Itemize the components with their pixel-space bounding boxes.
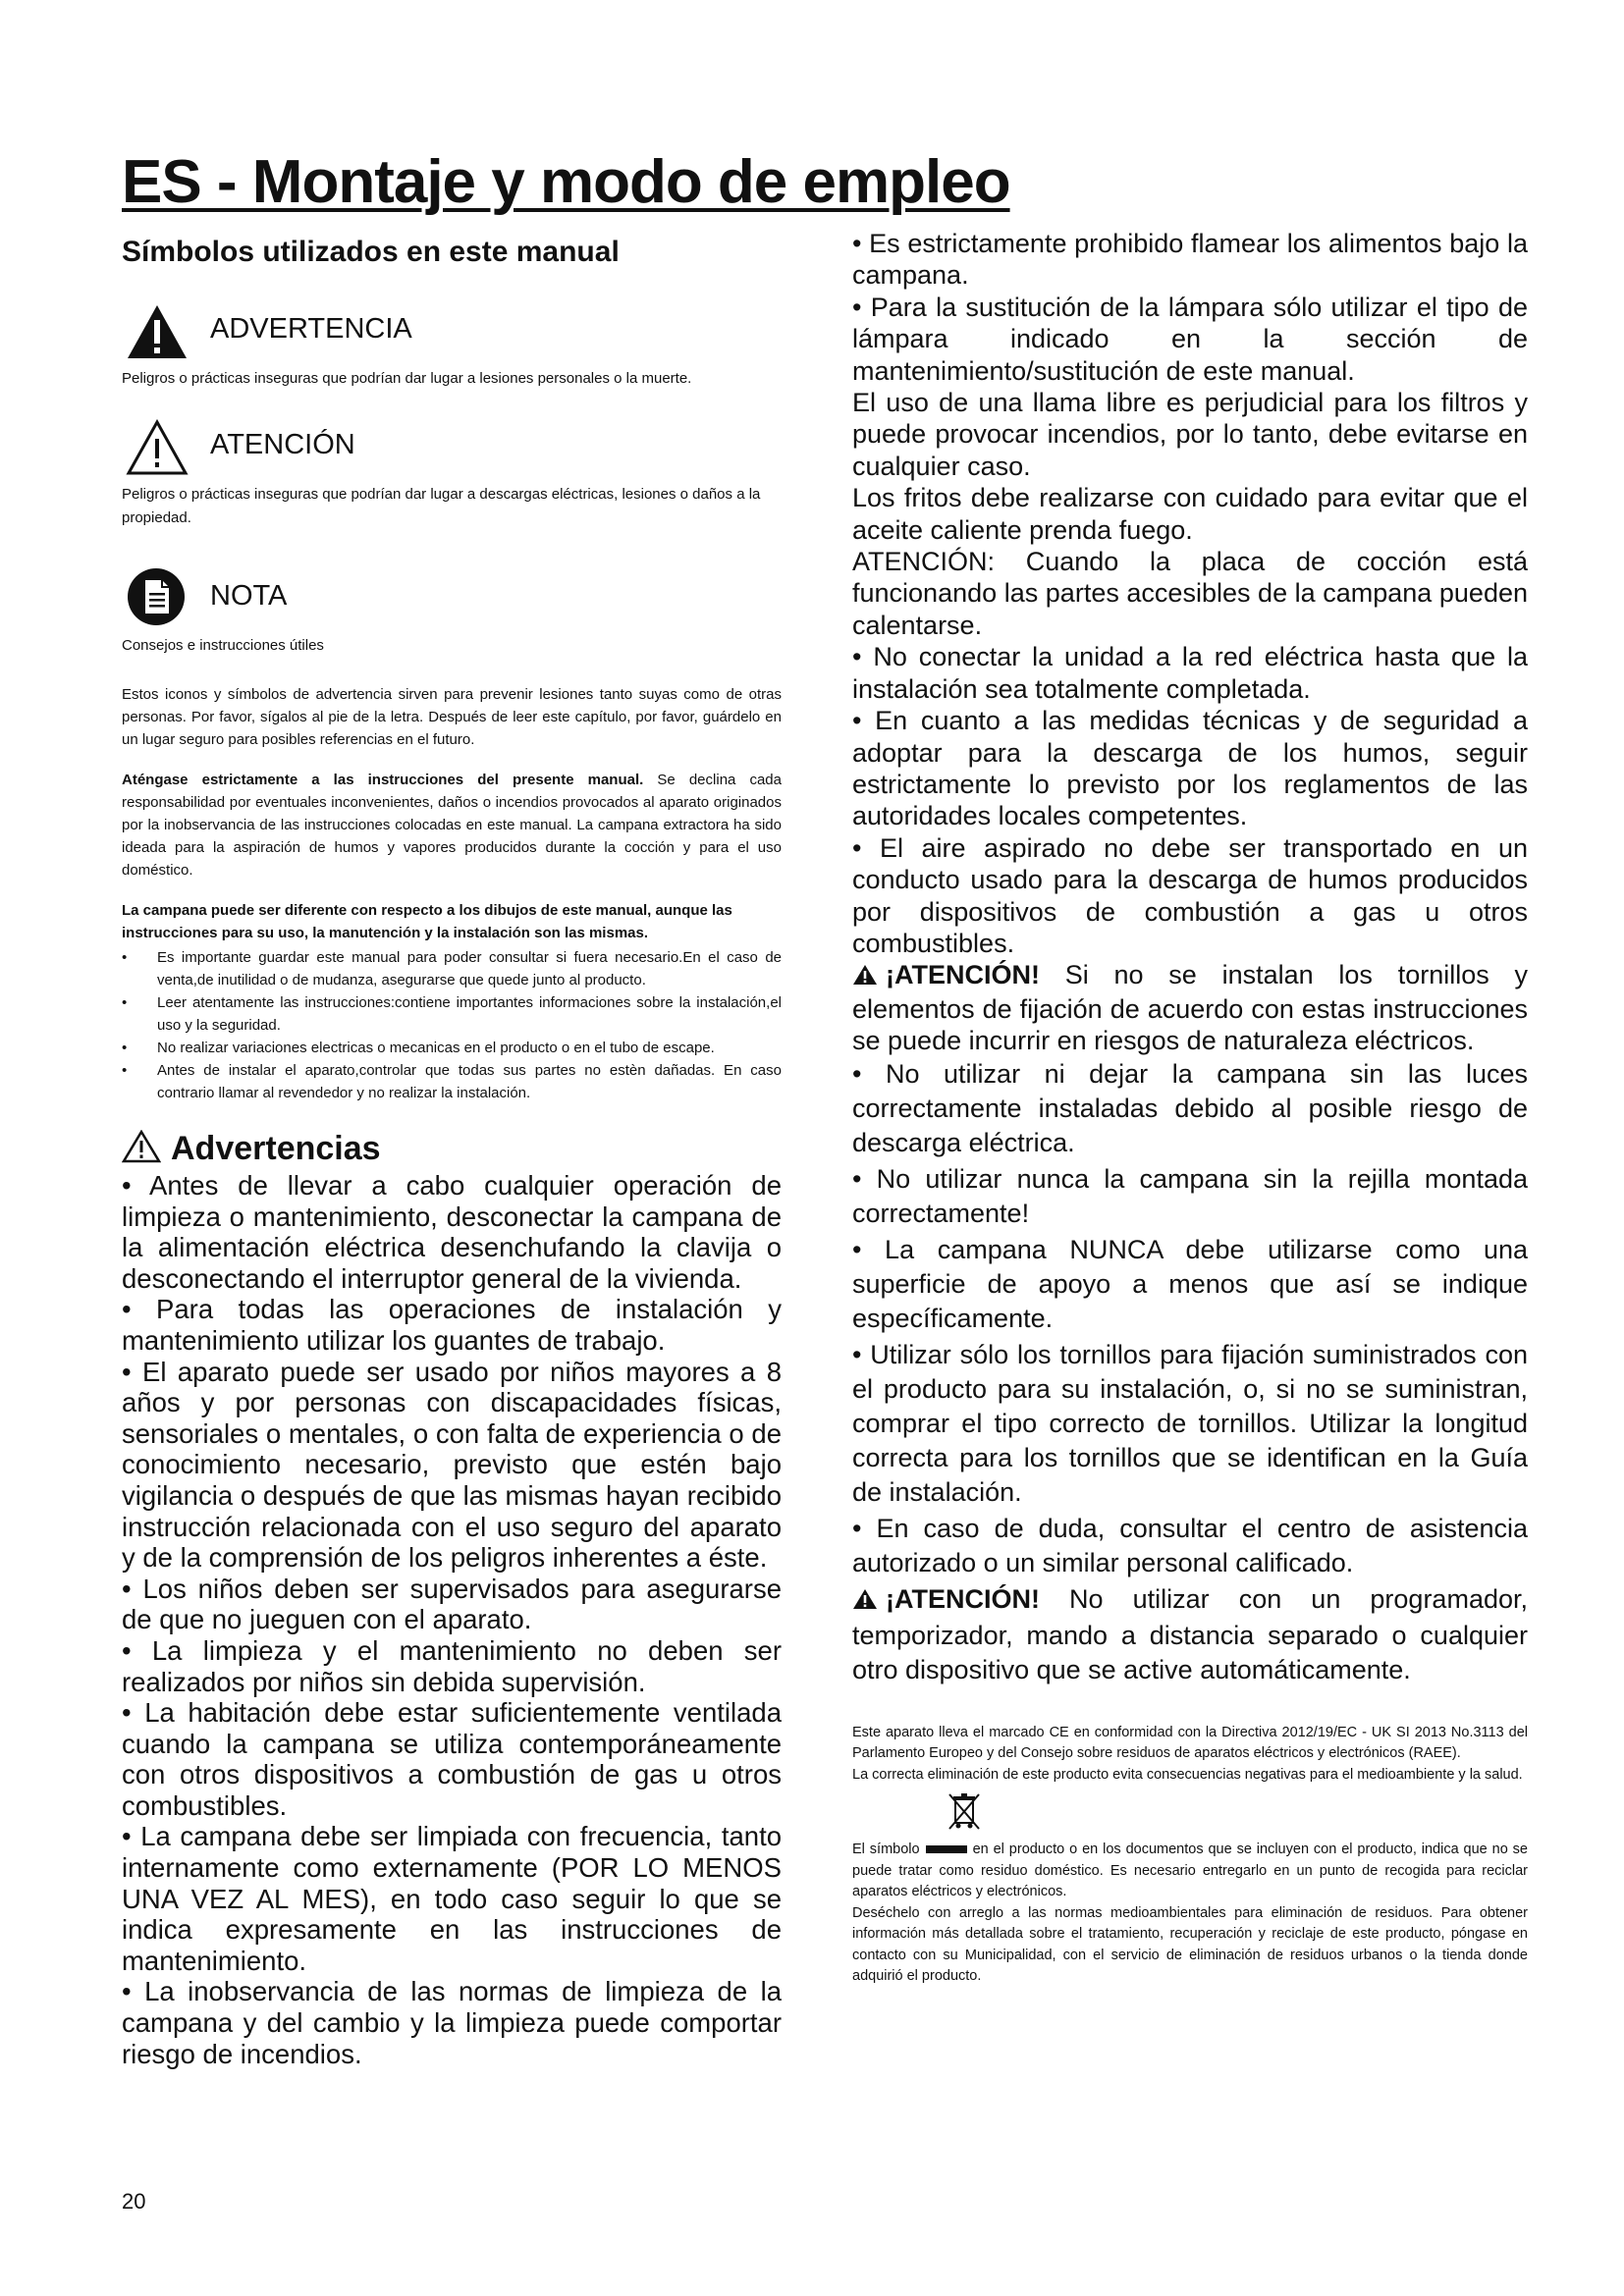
atencion-text: Si no se instalan los tornillos y elementos de fijación de acuerdo con estas instrucciones se puede incurrir en riesgos de naturaleza eléctricos. (852, 960, 1528, 1056)
symbols-heading: Símbolos utilizados en este manual (122, 236, 620, 268)
page-title: ES - Montaje y modo de empleo (122, 148, 1010, 216)
list-item: • Es importante guardar este manual para poder consultar si fuera necesario.En el caso de venta,de inutilidad o de mudanza, asegurarse que quede junto al producto. (122, 946, 782, 991)
atengase-paragraph (122, 769, 782, 881)
paragraph: • La campana NUNCA debe utilizarse como una superficie de apoyo a menos que así se indique específicamente. (852, 1234, 1528, 1333)
note-icon (126, 564, 194, 627)
warning-filled-icon (852, 961, 878, 992)
nota-desc: Consejos e instrucciones útiles (122, 637, 324, 654)
paragraph: • No utilizar nunca la campana sin la rejilla montada correctamente! (852, 1163, 1528, 1228)
black-bar-symbol (926, 1845, 967, 1853)
atengase-bold: Aténgase estrictamente a las instrucciones del presente manual. (122, 772, 644, 788)
paragraph: ATENCIÓN: Cuando la placa de cocción está funcionando las partes accesibles de la campana pueden calentarse. (852, 547, 1528, 640)
atencion-label: ¡ATENCIÓN! (886, 1583, 1040, 1614)
advertencia-item: • La inobservancia de las normas de limpieza de la campana y del cambio y la limpieza puede comportar riesgo de incendios. (122, 1976, 782, 2069)
paragraph: El uso de una llama libre es perjudicial para los filtros y puede provocar incendios, por lo tanto, debe evitarse en cualquier caso. (852, 388, 1528, 481)
paragraph: • En caso de duda, consultar el centro de asistencia autorizado o un similar personal calificado. (852, 1513, 1528, 1577)
icons-paragraph: Estos iconos y símbolos de advertencia sirven para prevenir lesiones tanto suyas como de otras personas. Por favor, sígalos al pie de la letra. Después de leer este capítulo, por favor, guárdelo en un lugar seguro para posibles referencias en el futuro. (122, 686, 782, 748)
advertencia-item: • Los niños deben ser supervisados para asegurarse de que no jueguen con el aparato. (122, 1573, 782, 1635)
paragraph: • En cuanto a las medidas técnicas y de seguridad a adoptar para la descarga de los humos, seguir estrictamente lo previsto por los reglamentos de las autoridades locales competentes. (852, 706, 1528, 831)
advertencia-item: • El aparato puede ser usado por niños mayores a 8 años y por personas con discapacidades físicas, sensoriales o mentales, o con falta de experiencia o de conocimiento necesario, previsto que estén bajo vigilancia o después de que las mismas hayan recibido instrucción relacionada con el uso seguro del aparato y de la comprensión de los peligros inherentes a éste. (122, 1356, 782, 1574)
page-number: 20 (122, 2189, 146, 2214)
simbolo-paragraph (852, 1840, 1528, 1903)
nota-label: NOTA (210, 579, 288, 612)
advertencias-heading-text: Advertencias (171, 1130, 381, 1167)
ce-paragraph: Este aparato lleva el marcado CE en conformidad con la Directiva 2012/19/EC - UK SI 2013 No.3113 del Parlamento Europeo y del Consejo sobre residuos de aparatos eléctricos y electrónicos (RAEE). (852, 1724, 1528, 1762)
advertencia-item: • Para todas las operaciones de instalación y mantenimiento utilizar los guantes de trabajo. (122, 1294, 782, 1356)
small-bullet-list (122, 946, 782, 1104)
crossed-bin-icon (947, 1791, 1528, 1836)
paragraph: • Utilizar sólo los tornillos para fijación suministrados con el producto para su instalación, o, si no se suministran, comprar el tipo correcto de tornillos. Utilizar la longitud correcta para los tornillos que se identifican en la Guía de instalación. (852, 1339, 1528, 1507)
atencion-label: ¡ATENCIÓN! (886, 960, 1040, 990)
atengase-rest: Se declina cada responsabilidad por eventuales inconvenientes, daños o incendios provocados al aparato originados por la inobservancia de las instrucciones colocadas en este manual. La campana extractora ha sido ideada para la aspiración de humos y vapores producidos durante la cocción y para el uso doméstico. (122, 772, 782, 879)
atencion-programador (852, 1582, 1528, 1687)
advertencia-block (122, 296, 782, 391)
advertencia-item: • La limpieza y el mantenimiento no deben ser realizados por niños sin debida supervisión. (122, 1634, 782, 1697)
advertencia-label: ADVERTENCIA (210, 312, 412, 345)
atencion-desc: Peligros o prácticas inseguras que podrían dar lugar a descargas eléctricas, lesiones o daños a la propiedad. (122, 486, 761, 526)
paragraph: Los fritos debe realizarse con cuidado para evitar que el aceite caliente prenda fuego. (852, 483, 1528, 545)
paragraph: • No utilizar ni dejar la campana sin las luces correctamente instaladas debido al posible riesgo de descarga eléctrica. (852, 1058, 1528, 1157)
list-item: • Antes de instalar el aparato,controlar que todas sus partes no estèn dañadas. En caso contrario llamar al revendedor y no realizar la instalación. (122, 1059, 782, 1104)
campana-bold-paragraph: La campana puede ser diferente con respecto a los dibujos de este manual, aunque las instrucciones para su uso, la manutención y la instalación son las mismas. (122, 902, 732, 941)
paragraph: • El aire aspirado no debe ser transportado en un conducto usado para la descarga de humos producidos por dispositivos de combustión a gas u otros combustibles. (852, 832, 1528, 958)
warning-outline-icon (122, 1130, 161, 1168)
right-column (852, 228, 1528, 1988)
paragraph: • Es estrictamente prohibido flamear los alimentos bajo la campana. (852, 229, 1528, 291)
paragraph: • Para la sustitución de la lámpara sólo utilizar el tipo de lámpara indicado en la sección de mantenimiento/sustitución de este manual. (852, 292, 1528, 386)
atencion-block (122, 412, 782, 530)
advertencia-item: • La habitación debe estar suficientemente ventilada cuando la campana se utiliza contemporáneamente con otros dispositivos a combustión de gas u otros combustibles. (122, 1697, 782, 1821)
atencion-label: ATENCIÓN (210, 428, 355, 460)
deseche-paragraph: Deséchelo con arreglo a las normas medioambientales para eliminación de residuos. Para obtener información más detallada sobre el tratamiento, recuperación y reciclaje de este producto, póngase en contacto con su Municipalidad, con el servicio de eliminación de residuos urbanos o la tienda donde adquirió el producto. (852, 1904, 1528, 1985)
warning-outline-icon (126, 413, 194, 476)
simbolo-before: El símbolo (852, 1842, 920, 1858)
nota-block (122, 563, 782, 658)
advertencia-item: • Antes de llevar a cabo cualquier operación de limpieza o mantenimiento, desconectar la campana de la alimentación eléctrica desenchufando la clavija o desconectando el interruptor general de la vivienda. (122, 1170, 782, 1294)
left-column (122, 228, 782, 2069)
ce-paragraph-2: La correcta eliminación de este producto evita consecuencias negativas para el medioambiente y la salud. (852, 1766, 1523, 1783)
atencion-tornillos (852, 959, 1528, 1056)
simbolo-after: en el producto o en los documentos que se incluyen con el producto, indica que no se puede tratar como residuo doméstico. Es necesario entregarlo en un punto de recogida para reciclar aparatos eléctricos y electrónicos. (852, 1842, 1528, 1900)
advertencias-heading (122, 1130, 782, 1168)
advertencia-desc: Peligros o prácticas inseguras que podrían dar lugar a lesiones personales o la muerte. (122, 370, 692, 387)
advertencia-item: • La campana debe ser limpiada con frecuencia, tanto internamente como externamente (POR LO MENOS UNA VEZ AL MES), en todo caso seguir lo que se indica expresamente en las instrucciones de mantenimiento. (122, 1821, 782, 1976)
paragraph: • No conectar la unidad a la red eléctrica hasta que la instalación sea totalmente completada. (852, 642, 1528, 704)
list-item: • Leer atentamente las instrucciones:contiene importantes informaciones sobre la instalación,el uso y la seguridad. (122, 991, 782, 1037)
atencion-text: No utilizar con un programador, temporizador, mando a distancia separado o cualquier otro dispositivo que se active automáticamente. (852, 1583, 1528, 1684)
warning-filled-icon (852, 1584, 878, 1619)
warning-filled-icon (126, 297, 194, 360)
list-item: • No realizar variaciones electricas o mecanicas en el producto o en el tubo de escape. (122, 1037, 782, 1059)
